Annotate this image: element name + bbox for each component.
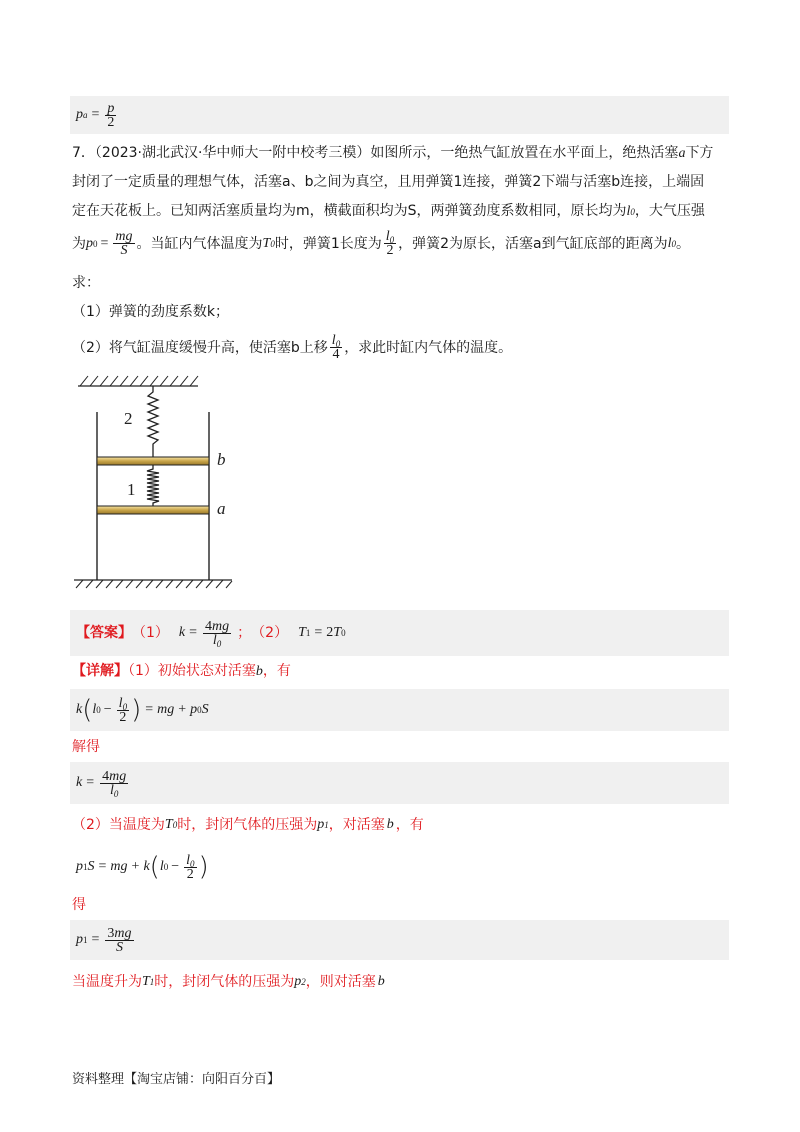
problem-line-4 [72,230,690,257]
spring-2-label: 2 [124,409,133,428]
detail-part-2-c: ，对活塞 [328,817,385,833]
detail-intro-tail: ，有 [262,663,291,679]
problem-line-3-tail: ，大气压强 [634,203,705,219]
question-2-a: （2）将气缸温度缓慢升高，使活塞b上移 [72,339,328,356]
answer-separator: ； [237,625,252,641]
detail-intro-var: b [255,664,263,679]
detail-part-2-b: 时，封闭气体的压强为 [177,817,318,833]
problem-line-4-c: 时，弹簧1长度为 [274,235,382,252]
problem-line-3-text: 定在天花板上。已知两活塞质量均为m，横截面积均为S，两弹簧劲度系数相同，原长均为 [72,203,627,219]
problem-line-4-e: 。 [676,235,691,252]
problem-line-4-d: ，弹簧2为原长，活塞a到气缸底部的距离为 [398,235,668,252]
formula-pa-num: p [107,100,115,116]
equation-band-2 [70,762,729,804]
problem-line-1-var: a [678,146,686,161]
answer-part-2: （2） [251,625,289,641]
math-l0: l 0 [626,204,635,219]
floor-hatch [76,580,232,588]
detail-solve: 解得 [72,739,100,755]
equation-band-3 [70,920,729,960]
equation-force-balance-b2: p 1 S = mg + k ( l 0 − $\frac{l_0}{2}$ ) [76,852,209,882]
spring-1 [147,465,159,506]
detail-last-c: ，则对活塞 [305,974,376,990]
spring-1-label: 1 [127,480,136,499]
detail-part-2 [72,815,424,835]
formula-pa-fraction [105,102,116,129]
detail-label: 【详解】 [72,663,128,679]
detail-part-2-a: （2）当温度为 [72,817,165,833]
footer-note: 资料整理【淘宝店铺：向阳百分百】 [72,1072,281,1087]
piston-b [97,457,209,465]
piston-b-label: b [217,450,226,469]
spring-2 [148,386,158,457]
math-T1: T 1 [142,974,155,989]
math-p2: p 2 [294,974,306,989]
piston-a [97,506,209,514]
problem-line-3 [72,201,705,222]
math-T0-2: T 0 [164,817,178,832]
detail-part-2-var: b [386,817,394,832]
problem-line-2: 封闭了一定质量的理想气体，活塞a、b之间为真空，且用弹簧1连接，弹簧2下端与活塞b连接，上端固 [72,174,705,190]
ceiling-hatch [80,376,198,386]
answer-k-formula: k = $\frac{4mg}{l_0}$ [178,618,230,649]
math-p1: p 1 [317,817,329,832]
detail-intro [72,661,291,682]
detail-last [72,972,385,992]
problem-line-4-b: 。当缸内气体温度为 [136,235,263,252]
answer-part-1: （1） [132,625,169,641]
answer-line [76,613,346,653]
detail-part-2-d: ，有 [395,817,424,833]
detail-last-a: 当温度升为 [72,974,142,990]
formula-pa-den: 2 [107,114,115,130]
question-1: （1）弹簧的劲度系数k； [72,304,230,320]
equation-p1-result: p 1 = $\frac{3mg}{S}$ [76,925,132,955]
math-l0-half: $\frac{l_0}{2}$ [385,229,395,258]
problem-line-1-tail: 下方 [685,145,714,161]
problem-line-1 [72,143,713,164]
answer-T1-formula: T 1 = 2 T 0 [298,625,346,640]
question-2 [72,334,512,361]
problem-ask: 求： [72,275,100,291]
problem-line-4-a: 为 [72,235,86,252]
equation-k-result: k = $\frac{4mg}{l_0}$ [76,768,127,799]
math-l0-quarter: $\frac{l_0}{4}$ [331,333,341,362]
detail-last-b: 时，封闭气体的压强为 [154,974,295,990]
detail-intro-text: （1）初始状态对活塞 [128,663,256,679]
equation-force-balance-b: k ( l 0 − $\frac{l_0}{2}$ ) = mg + p 0 S [76,695,209,725]
cylinder-diagram [70,368,240,590]
formula-pa: p a = $\frac{p}{2}$ [76,100,115,130]
detail-get: 得 [72,897,86,913]
question-2-b: ，求此时缸内气体的温度。 [344,339,513,356]
detail-last-var: b [377,974,385,989]
math-p0-def: p 0 = $\frac{mg}{S}$ [86,229,133,258]
answer-label: 【答案】 [76,625,132,641]
problem-line-1-text: 7．（2023·湖北武汉·华中师大一附中校考三模）如图所示，一绝热气缸放置在水平面上，绝热活塞 [72,145,679,161]
math-l0-b: l 0 [667,235,677,251]
formula-band-pa [70,96,729,134]
formula-pa-lhs: p [76,107,83,122]
piston-a-label: a [217,499,226,518]
math-T0: T 0 [262,235,275,251]
